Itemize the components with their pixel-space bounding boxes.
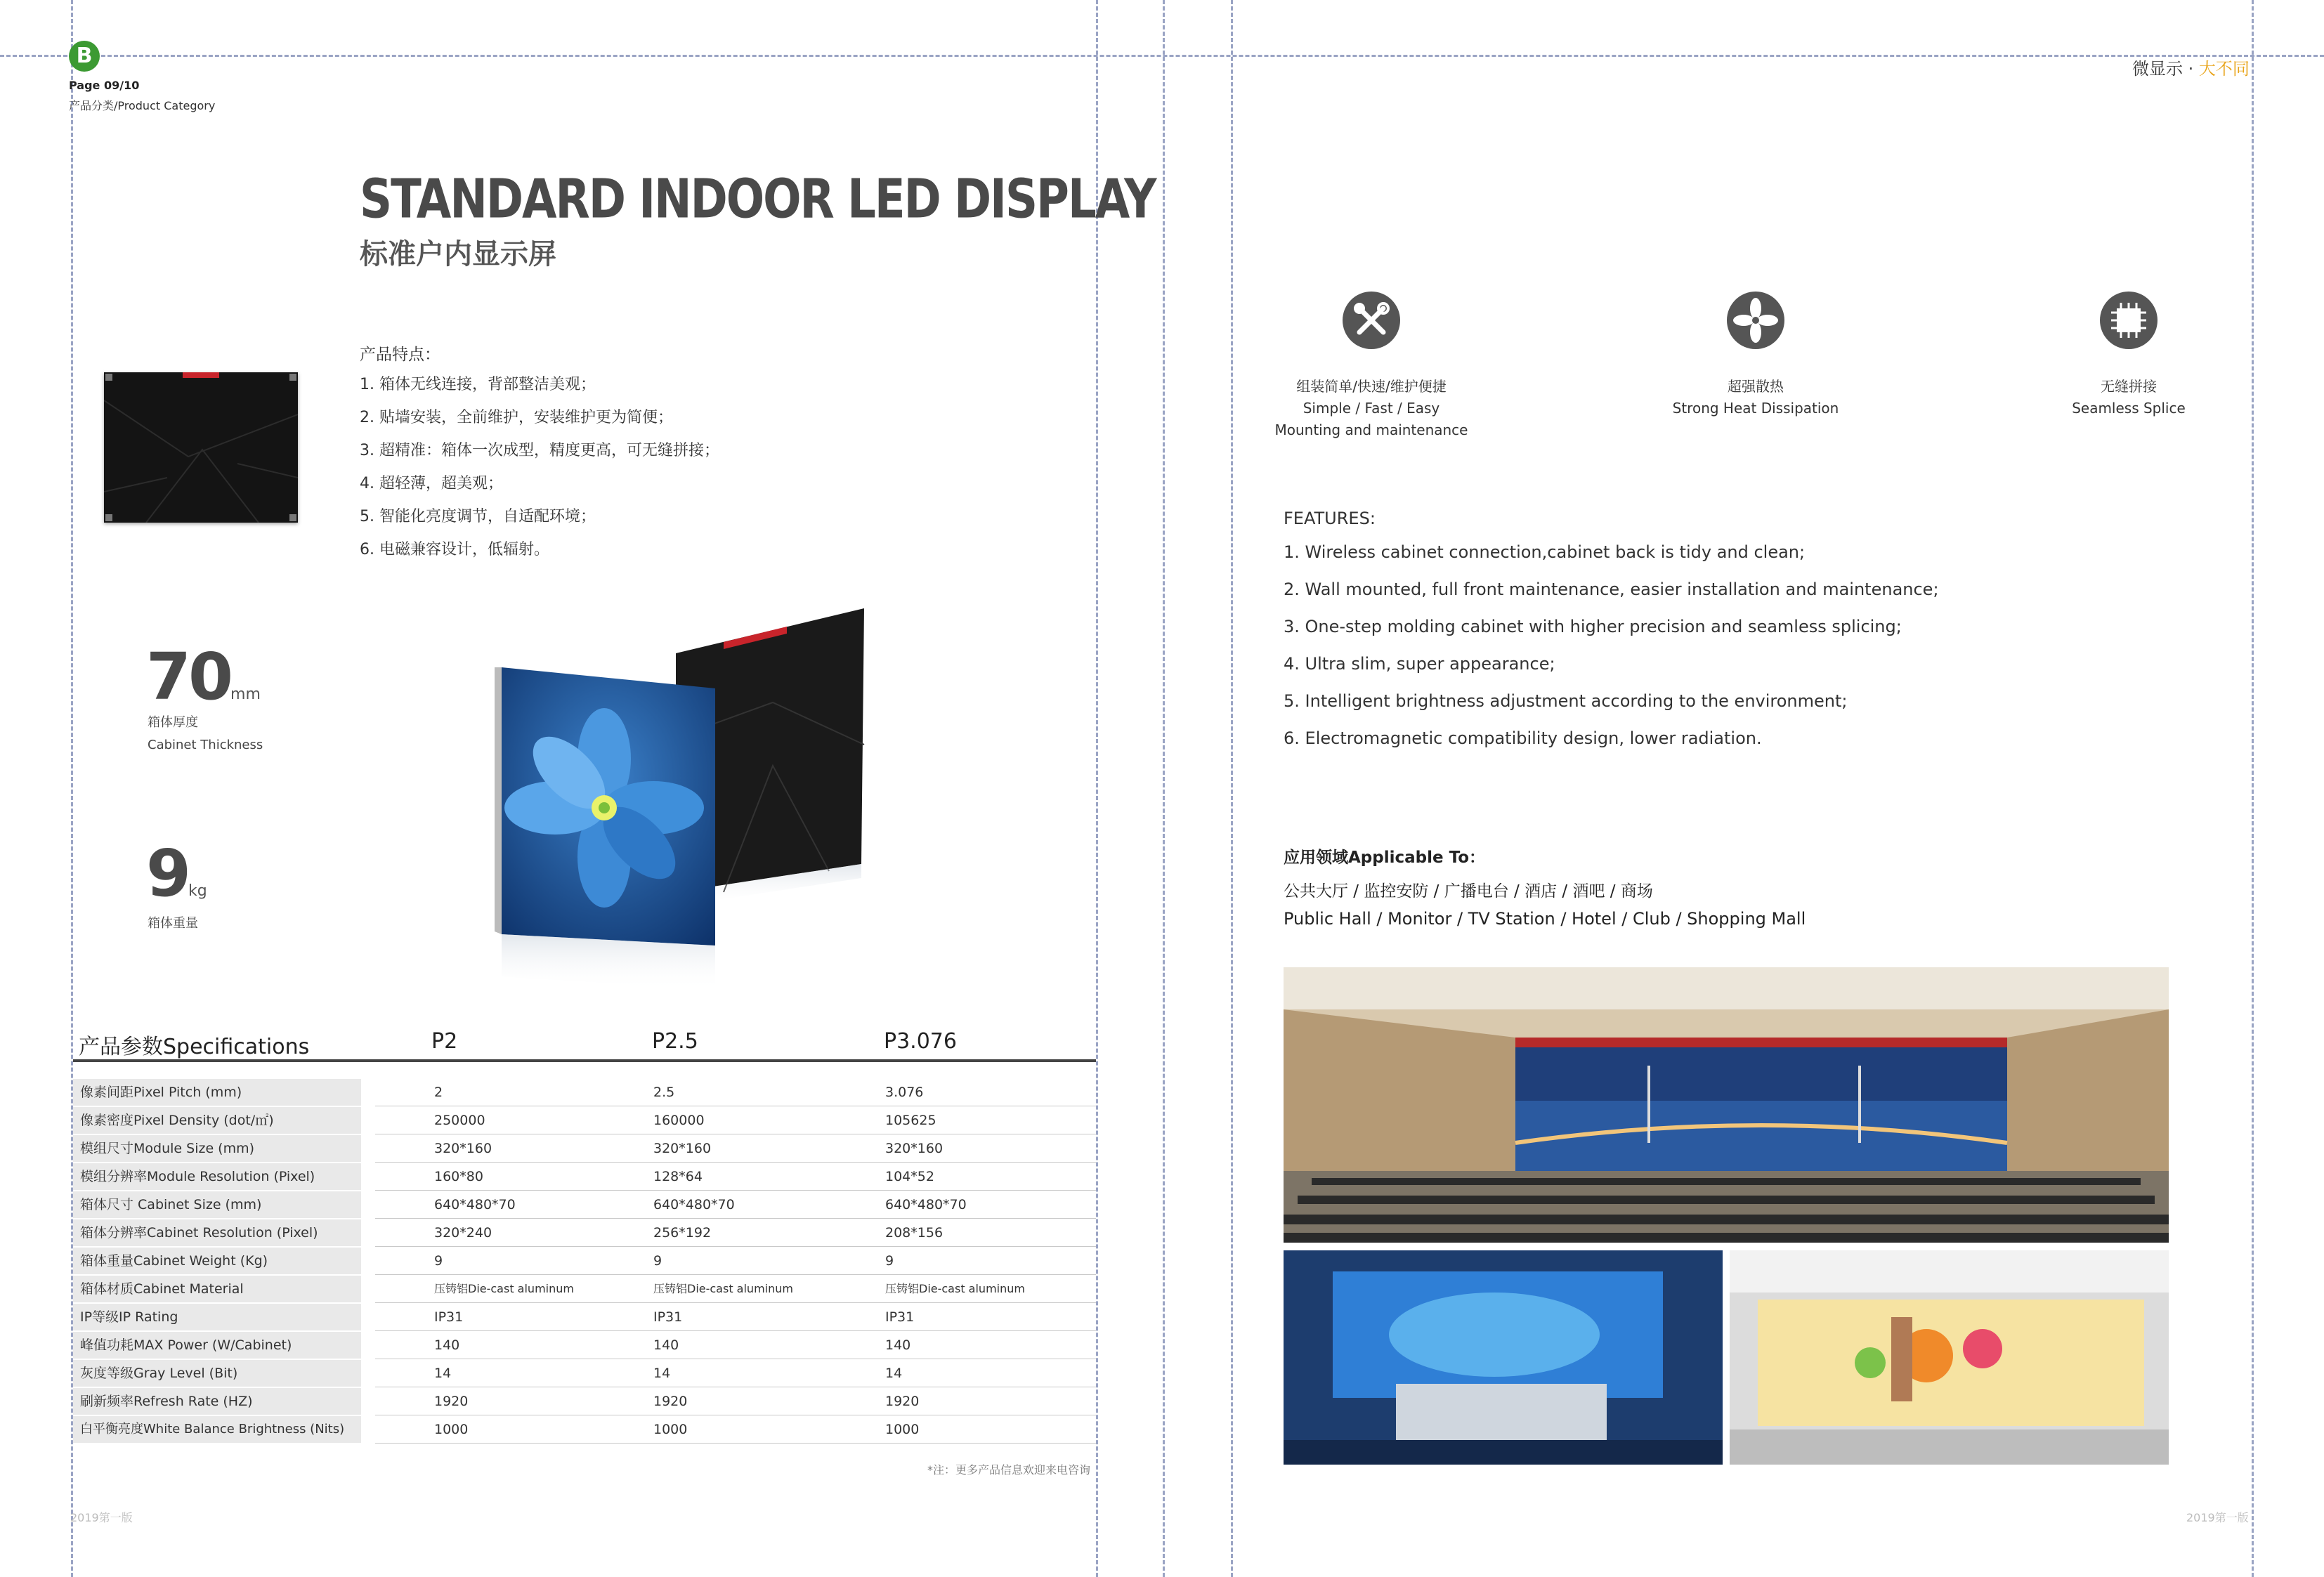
table-row <box>73 1247 1096 1275</box>
icon-caption-line: Mounting and maintenance <box>1274 421 1468 438</box>
features-heading-zh: 产品特点： <box>360 346 440 364</box>
table-row <box>73 1387 1096 1415</box>
row-value: 1920 <box>653 1394 688 1409</box>
row-label: 峰值功耗MAX Power (W/Cabinet) <box>73 1332 361 1359</box>
row-value: 140 <box>434 1337 460 1353</box>
monitoring-room-photo <box>1284 1250 1723 1465</box>
icon-caption-line: 超强散热 <box>1728 378 1784 395</box>
row-label: 像素密度Pixel Density (dot/㎡) <box>73 1107 361 1134</box>
page-number: Page 09/10 <box>69 79 140 92</box>
row-value: 9 <box>885 1253 894 1269</box>
weight-stat <box>146 836 207 911</box>
row-value: 1000 <box>653 1422 688 1437</box>
thickness-value: 70 <box>146 639 231 714</box>
thickness-label-zh: 箱体厚度 <box>148 715 198 730</box>
row-value: 104*52 <box>885 1169 934 1184</box>
spec-note: *注：更多产品信息欢迎来电咨询 <box>927 1463 1091 1477</box>
row-value: 1000 <box>885 1422 920 1437</box>
feature-item: 2. 贴墙安装，全前维护，安装维护更为简便； <box>360 409 673 426</box>
brand-slogan <box>2132 55 2250 79</box>
weight-unit: kg <box>188 882 207 900</box>
product-category: 产品分类/Product Category <box>69 99 216 112</box>
row-value: 3.076 <box>885 1085 924 1100</box>
row-label: 白平衡亮度White Balance Brightness (Nits) <box>73 1416 361 1443</box>
icon-caption-line: Simple / Fast / Easy <box>1303 400 1440 417</box>
feature-item: 5. Intelligent brightness adjustment according to the environment; <box>1284 691 1848 711</box>
row-value: 640*480*70 <box>434 1197 516 1212</box>
row-value: 320*160 <box>885 1141 944 1156</box>
row-value: 256*192 <box>653 1225 712 1241</box>
table-row <box>73 1331 1096 1359</box>
feature-item: 2. Wall mounted, full front maintenance, easier installation and maintenance; <box>1284 580 1939 599</box>
spec-header-rule <box>73 1059 1096 1062</box>
row-value: 1000 <box>434 1422 469 1437</box>
features-list-en <box>1284 542 1939 766</box>
row-value: 320*160 <box>653 1141 712 1156</box>
row-value: 14 <box>885 1366 903 1381</box>
row-value: 14 <box>434 1366 452 1381</box>
icon-caption-line: Seamless Splice <box>2072 400 2186 417</box>
row-value: 160*80 <box>434 1169 483 1184</box>
icon-caption-splice <box>2023 376 2234 419</box>
row-value: 160000 <box>653 1113 705 1128</box>
product-photo <box>492 597 885 1005</box>
icon-caption-line: Strong Heat Dissipation <box>1672 400 1839 417</box>
row-value: 640*480*70 <box>653 1197 735 1212</box>
trim-line-top <box>0 55 2324 57</box>
trim-line-spine-left <box>1163 0 1165 1577</box>
table-row <box>73 1134 1096 1163</box>
row-value: 1920 <box>434 1394 469 1409</box>
edition-right: 2019第一版 <box>2186 1511 2249 1524</box>
feature-item: 6. 电磁兼容设计，低辐射。 <box>360 541 549 558</box>
table-row <box>73 1303 1096 1331</box>
tools-icon <box>1343 292 1400 349</box>
spec-column-p2: P2 <box>431 1029 458 1054</box>
thickness-label-en: Cabinet Thickness <box>148 738 263 752</box>
chip-icon <box>2100 292 2157 349</box>
row-label: 像素间距Pixel Pitch (mm) <box>73 1079 361 1106</box>
row-label: 箱体材质Cabinet Material <box>73 1276 361 1302</box>
thickness-stat <box>146 639 261 714</box>
row-value: 压铸铝Die-cast aluminum <box>885 1282 1025 1295</box>
control-room-photo <box>1284 967 2169 1243</box>
row-label: 模组分辨率Module Resolution (Pixel) <box>73 1163 361 1190</box>
applicable-list-en: Public Hall / Monitor / TV Station / Hotel / Club / Shopping Mall <box>1284 909 1806 929</box>
icon-caption-line: 组装简单/快速/维护便捷 <box>1296 378 1447 395</box>
row-value: 320*240 <box>434 1225 492 1241</box>
weight-value: 9 <box>146 836 189 911</box>
row-value: 2.5 <box>653 1085 675 1100</box>
row-value: 压铸铝Die-cast aluminum <box>653 1282 793 1295</box>
feature-item: 4. 超轻薄，超美观； <box>360 475 503 492</box>
table-row <box>73 1163 1096 1191</box>
row-label: 模组尺寸Module Size (mm) <box>73 1135 361 1162</box>
feature-item: 6. Electromagnetic compatibility design, lower radiation. <box>1284 728 1762 748</box>
table-row <box>73 1106 1096 1134</box>
row-value: IP31 <box>653 1309 683 1325</box>
feature-item: 3. One-step molding cabinet with higher precision and seamless splicing; <box>1284 617 1902 636</box>
row-label: 灰度等级Gray Level (Bit) <box>73 1360 361 1387</box>
trim-line-right <box>2252 0 2254 1577</box>
table-row <box>73 1219 1096 1247</box>
weight-label-zh: 箱体重量 <box>148 916 198 931</box>
row-label: 箱体分辨率Cabinet Resolution (Pixel) <box>73 1219 361 1246</box>
brand-text: 微显示 · <box>2132 59 2199 79</box>
fan-icon <box>1727 292 1784 349</box>
feature-item: 1. 箱体无线连接，背部整洁美观； <box>360 376 596 393</box>
table-row <box>73 1359 1096 1387</box>
feature-item: 1. Wireless cabinet connection,cabinet back is tidy and clean; <box>1284 542 1806 562</box>
trim-line-spine-right <box>1231 0 1233 1577</box>
page-title-zh: 标准户内显示屏 <box>360 238 556 270</box>
icon-caption-line: 无缝拼接 <box>2101 378 2157 395</box>
icon-caption-mounting <box>1229 376 1513 441</box>
row-value: 128*64 <box>653 1169 703 1184</box>
icon-caption-heat <box>1613 376 1898 419</box>
row-value: 250000 <box>434 1113 485 1128</box>
thickness-unit: mm <box>230 686 261 703</box>
row-value: 9 <box>653 1253 662 1269</box>
row-value: IP31 <box>434 1309 464 1325</box>
applicable-list-zh: 公共大厅 / 监控安防 / 广播电台 / 酒店 / 酒吧 / 商场 <box>1284 882 1653 901</box>
spec-column-p3-076: P3.076 <box>884 1029 957 1054</box>
feature-item: 4. Ultra slim, super appearance; <box>1284 654 1555 674</box>
brand-accent: 大不同 <box>2198 59 2250 79</box>
spec-heading: 产品参数Specifications <box>79 1035 310 1059</box>
row-value: 2 <box>434 1085 443 1100</box>
row-value: 140 <box>653 1337 679 1353</box>
trim-line-left-inner <box>1096 0 1098 1577</box>
row-value: 1920 <box>885 1394 920 1409</box>
row-value: 208*156 <box>885 1225 944 1241</box>
row-label: 箱体重量Cabinet Weight (Kg) <box>73 1248 361 1274</box>
row-label: IP等级IP Rating <box>73 1304 361 1330</box>
row-value: 105625 <box>885 1113 936 1128</box>
row-value: 9 <box>434 1253 443 1269</box>
row-label: 箱体尺寸 Cabinet Size (mm) <box>73 1191 361 1218</box>
feature-item: 5. 智能化亮度调节，自适配环境； <box>360 508 596 525</box>
table-row <box>73 1415 1096 1444</box>
row-value: 140 <box>885 1337 911 1353</box>
features-heading-en: FEATURES: <box>1284 509 1376 528</box>
table-row <box>73 1078 1096 1106</box>
page-title-en: STANDARD INDOOR LED DISPLAY <box>360 169 1156 231</box>
row-value: 320*160 <box>434 1141 492 1156</box>
row-value: 14 <box>653 1366 671 1381</box>
features-list-zh <box>360 372 719 570</box>
applicable-heading: 应用领域Applicable To： <box>1284 849 1486 867</box>
row-label: 刷新频率Refresh Rate (HZ) <box>73 1388 361 1415</box>
cabinet-back-image <box>104 372 298 523</box>
row-value: 压铸铝Die-cast aluminum <box>434 1282 574 1295</box>
category-badge: B <box>69 41 100 72</box>
spec-column-p2-5: P2.5 <box>652 1029 698 1054</box>
mall-display-photo <box>1730 1250 2169 1465</box>
edition-left: 2019第一版 <box>70 1511 133 1524</box>
feature-item: 3. 超精准：箱体一次成型，精度更高，可无缝拼接； <box>360 442 719 459</box>
row-value: IP31 <box>885 1309 915 1325</box>
table-row <box>73 1191 1096 1219</box>
row-value: 640*480*70 <box>885 1197 967 1212</box>
table-row <box>73 1275 1096 1303</box>
